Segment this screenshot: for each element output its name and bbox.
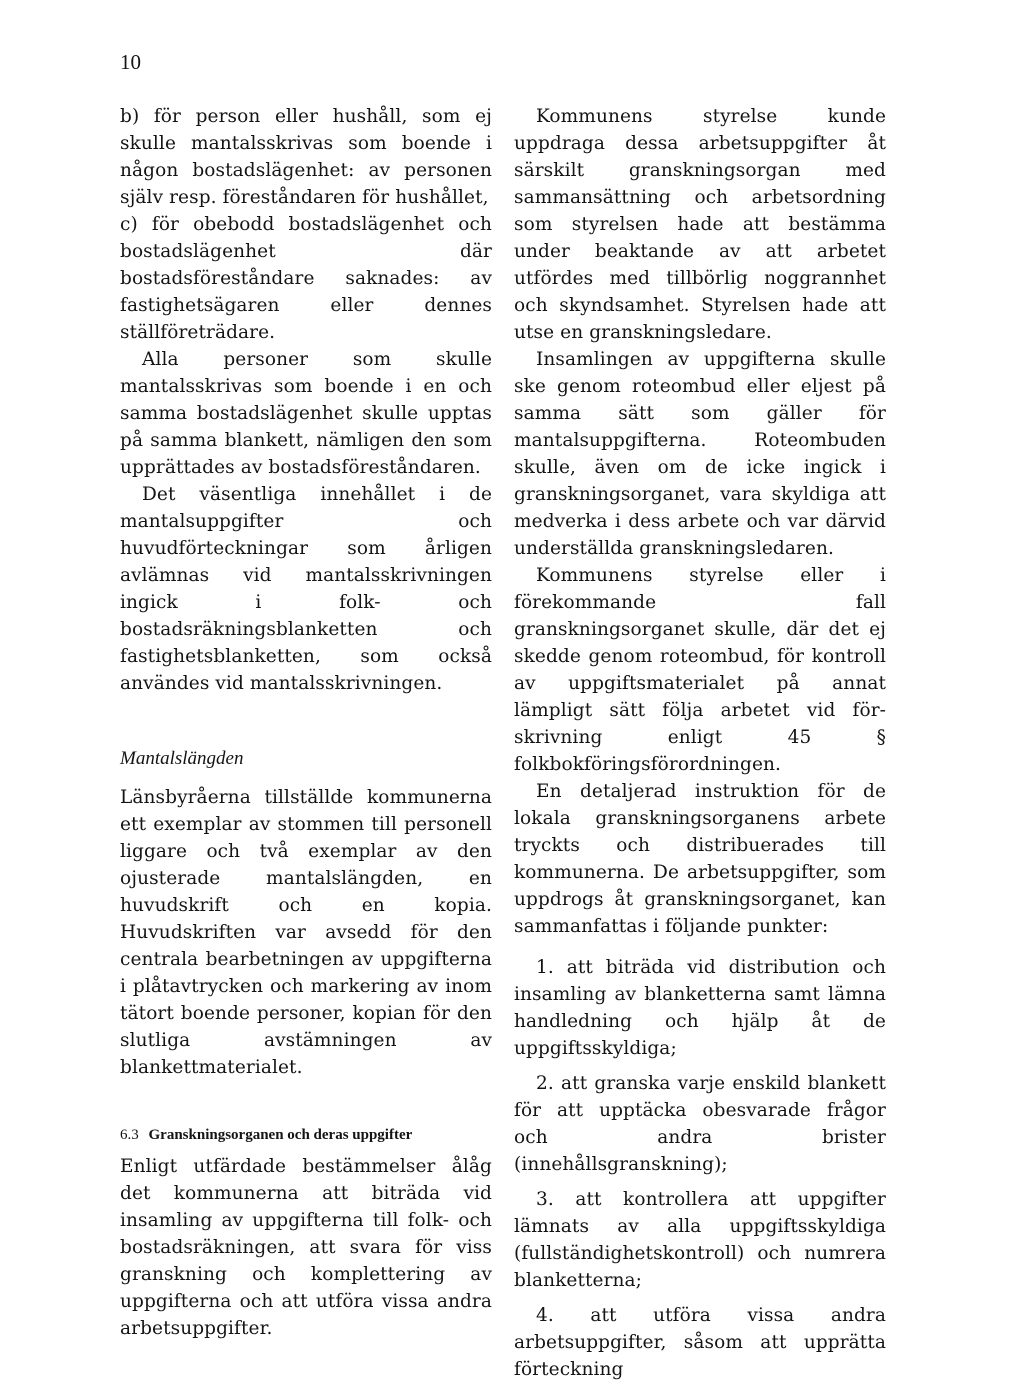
- paragraph: Enligt utfärdade bestämmelser ålåg det kommunerna att biträda vid insamling av uppgifterna till folk- och bostadsräkningen, att svara för viss granskning och komplettering av uppgifterna och att utföra vissa andra arbetsuppgifter.: [120, 1156, 492, 1339]
- list-item-text: 3. att kontrollera att uppgifter lämnats av alla uppgiftsskyldiga (fullständighetskontroll) och numrera blanketterna;: [514, 1189, 886, 1291]
- section-title: Granskningsorganen och deras uppgifter: [148, 1127, 413, 1143]
- paragraph: Länsbyråerna tillställde kommunerna ett exemplar av stommen till personell liggare och två exemplar av den ojusterade mantalslängden, en huvudskrift och en kopia. Huvudskriften var avsedd för den centrala bearbetningen av uppgifterna i plåtavtrycken och markering av inom tätort boende personer, kopian för den slutliga avstämningen av blankettmaterialet.: [120, 787, 492, 1078]
- subheading: Mantalslängden: [120, 748, 244, 769]
- list-item-text: 1. att biträda vid distribution och insamling av blanketterna samt lämna handledning och hjälp åt de uppgiftsskyldiga;: [514, 957, 886, 1059]
- section-number: 6.3: [120, 1127, 139, 1143]
- paragraph: Kommunens styrelse eller i förekommande fall granskningsorganet skulle, där det ej skedde genom roteombud, för kontroll av uppgiftsmaterialet på annat lämpligt sätt följa arbetet vid för-skrivning enligt 45 § folkbokföringsförordningen.: [514, 565, 886, 775]
- list-item-text: 4. att utföra vissa andra arbetsuppgifter, såsom att upprätta förteckning: [514, 1305, 886, 1380]
- list-item: [514, 954, 886, 1062]
- paragraph: c) för obebodd bostadslägenhet och bostadslägenhet där bostadsföreståndare saknades: av fastighetsägaren eller dennes ställföreträdare.: [120, 214, 492, 343]
- paragraph: Alla personer som skulle mantalsskrivas som boende i en och samma bostadslägenhet skulle upptas på samma blankett, nämligen den som upprättades av bostadsföreståndaren.: [120, 349, 492, 478]
- paragraph: Kommunens styrelse kunde uppdraga dessa arbetsuppgifter åt särskilt granskningsorgan med sammansättning och arbetsordning som styrelsen hade att bestämma under beaktande av att arbetet utfördes med tillbörlig noggrannhet och skyndsamhet. Styrelsen hade att utse en granskningsledare.: [514, 106, 886, 343]
- task-list: [514, 954, 886, 1383]
- list-item: [514, 1070, 886, 1178]
- paragraph: Det väsentliga innehållet i de mantalsuppgifter och huvudförteckningar som årligen avlämnas vid mantalsskrivningen ingick i folk- och bostadsräkningsblanketten och fastighetsblanketten, som också användes vid mantalsskrivningen.: [120, 484, 492, 694]
- page-number: 10: [120, 50, 141, 74]
- list-item-text: 2. att granska varje enskild blankett för att upptäcka obesvarade frågor och andra brister (innehållsgranskning);: [514, 1073, 886, 1175]
- paragraph: En detaljerad instruktion för de lokala granskningsorganens arbete tryckts och distribuerades till kommunerna. De arbetsuppgifter, som uppdrogs åt granskningsorganet, kan sammanfattas i följande punkter:: [514, 781, 886, 937]
- section-heading: [120, 1123, 492, 1147]
- paragraph: Insamlingen av uppgifterna skulle ske genom roteombud eller eljest på samma sätt som gäller för mantalsuppgifterna. Roteombuden skulle, även om de icke ingick i granskningsorganet, vara skyldiga att medverka i dess arbete och var därvid underställda granskningsledaren.: [514, 349, 886, 559]
- right-column: [514, 103, 886, 1391]
- list-item: [514, 1186, 886, 1294]
- list-item: [514, 1302, 886, 1383]
- paragraph: b) för person eller hushåll, som ej skulle mantalsskrivas som boende i någon bostadslägenhet: av personen själv resp. föreståndaren för hushållet,: [120, 106, 492, 208]
- left-column: [120, 103, 492, 1342]
